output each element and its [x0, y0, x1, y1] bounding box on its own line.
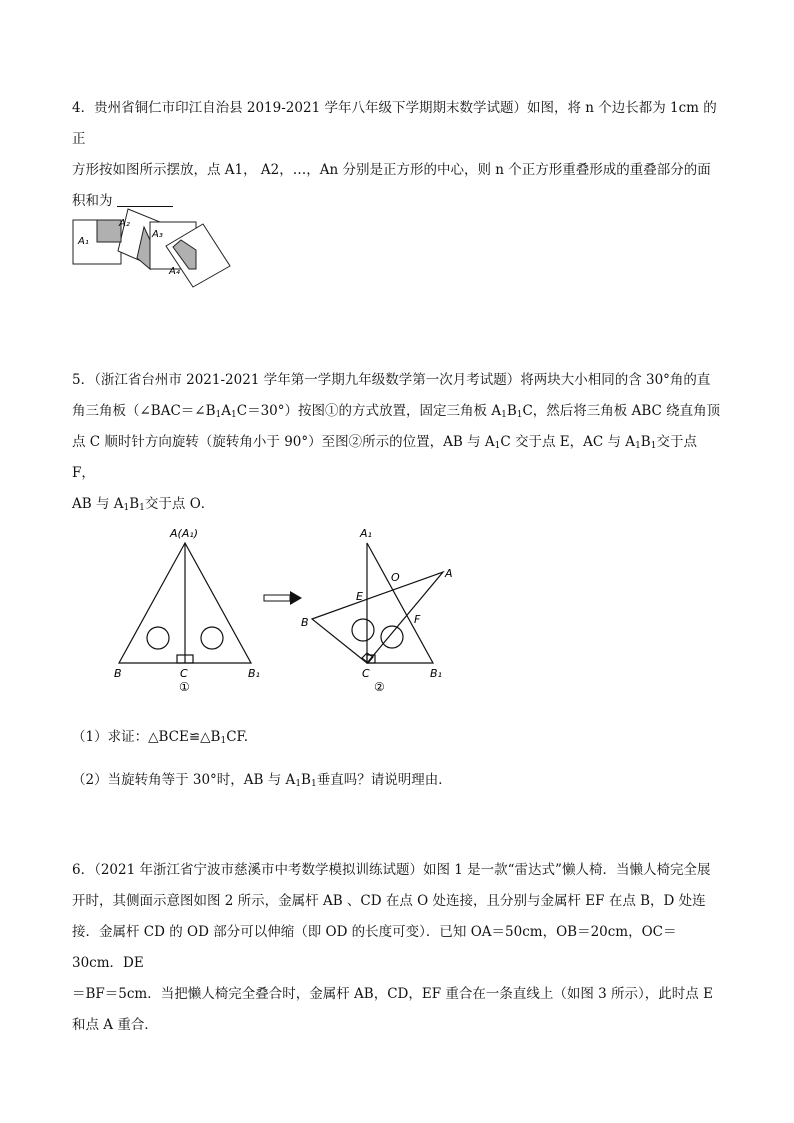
label-a2: A₂ — [119, 218, 130, 229]
answer-blank — [117, 192, 173, 207]
fig2-label-f: F — [414, 613, 421, 626]
q6-line-5: 和点 A 重合． — [72, 1017, 158, 1033]
q5-sub-1: （1）求证：$\triangle BCE≌\triangle B_1CF$. — [72, 729, 249, 746]
q6-line-3: 接．金属杆 CD 的 OD 部分可以伸缩（即 OD 的长度可变）．已知 OA＝50cm，OB＝20cm，OC＝30cm．DE — [72, 924, 677, 971]
q5-sub-2: （2）当旋转角等于 30°时，AB 与 $A_1B_1$垂直吗？请说明理由． — [72, 772, 452, 789]
q4-line-1: 4．贵州省铜仁市印江自治县 2019-2021 学年八年级下学期期末数学试题）如图，将 n 个边长都为 1cm 的正 — [72, 100, 717, 147]
q5-triangles-figure — [100, 520, 480, 700]
fig2-rotated-triangle — [312, 572, 443, 663]
overlap-1 — [97, 220, 121, 242]
fig2-label-b1: B₁ — [430, 667, 442, 680]
label-a3: A₃ — [152, 229, 163, 240]
fig2-label-a: A — [445, 567, 453, 580]
q5-line-3: 点 C 顺时针方向旋转（旋转角小于 90°）至图②所示的位置，AB 与 $A_1C$ 交于点 E，AC 与 $A_1B_1$交于点 F， — [72, 434, 697, 481]
fig2-circle-right — [381, 626, 403, 648]
fig2-circle-left — [352, 619, 374, 641]
fig1-label-c: C — [180, 667, 188, 680]
q4-squares-figure — [66, 206, 236, 296]
fig2-label-c: C — [362, 667, 370, 680]
fig1-circle-left — [147, 627, 169, 649]
fig1-number: ① — [179, 680, 190, 694]
question-6 — [72, 855, 724, 1041]
q4-line-2: 方形按如图所示摆放，点 A1， A2，…，An 分别是正方形的中心，则 n 个正方形重叠形成的重叠部分的面 — [72, 162, 711, 178]
fig2-label-e: E — [356, 590, 363, 603]
q6-line-1: 6．（2021 年浙江省宁波市慈溪市中考数学模拟训练试题）如图 1 是一款“雷达式”懒人椅．当懒人椅完全展 — [72, 862, 711, 878]
fig1-circle-right — [201, 627, 223, 649]
fig1-label-b: B — [114, 667, 122, 680]
question-4 — [72, 93, 724, 217]
fig2-label-o: O — [391, 571, 400, 584]
q5-line-4: AB 与 $A_1B_1$交于点 O． — [72, 496, 215, 513]
label-a1: A₁ — [78, 236, 89, 247]
question-5 — [72, 365, 724, 520]
question-5-subquestions — [72, 722, 724, 796]
q5-line-2: 角三角板$(\angle BAC=\angle B_1A_1C=30^\circ)$按图①的方式放置，固定三角板 $A_1B_1C$，然后将三角板 ABC 绕直角顶 — [72, 403, 721, 420]
fig2-label-a1: A₁ — [360, 527, 372, 540]
label-a4: A₄ — [169, 266, 180, 277]
q6-line-2: 开时，其侧面示意图如图 2 所示，金属杆 AB 、CD 在点 O 处连接，且分别与金属杆 EF 在点 B，D 处连 — [72, 893, 706, 909]
fig1-label-top: A(A₁) — [170, 527, 199, 540]
q6-line-4: ＝BF＝5cm．当把懒人椅完全叠合时，金属杆 AB，CD，EF 重合在一条直线上（如图 3 所示），此时点 E — [72, 986, 713, 1002]
fig1-label-b1: B₁ — [248, 667, 260, 680]
fig2-label-b: B — [301, 616, 309, 629]
arrow-icon — [264, 591, 302, 605]
fig2-number: ② — [374, 680, 385, 694]
q5-line-1: 5．（浙江省台州市 2021-2021 学年第一学期九年级数学第一次月考试题）将两块大小相同的含 30°角的直 — [72, 372, 711, 388]
q4-line-3: 积和为 — [72, 186, 724, 217]
